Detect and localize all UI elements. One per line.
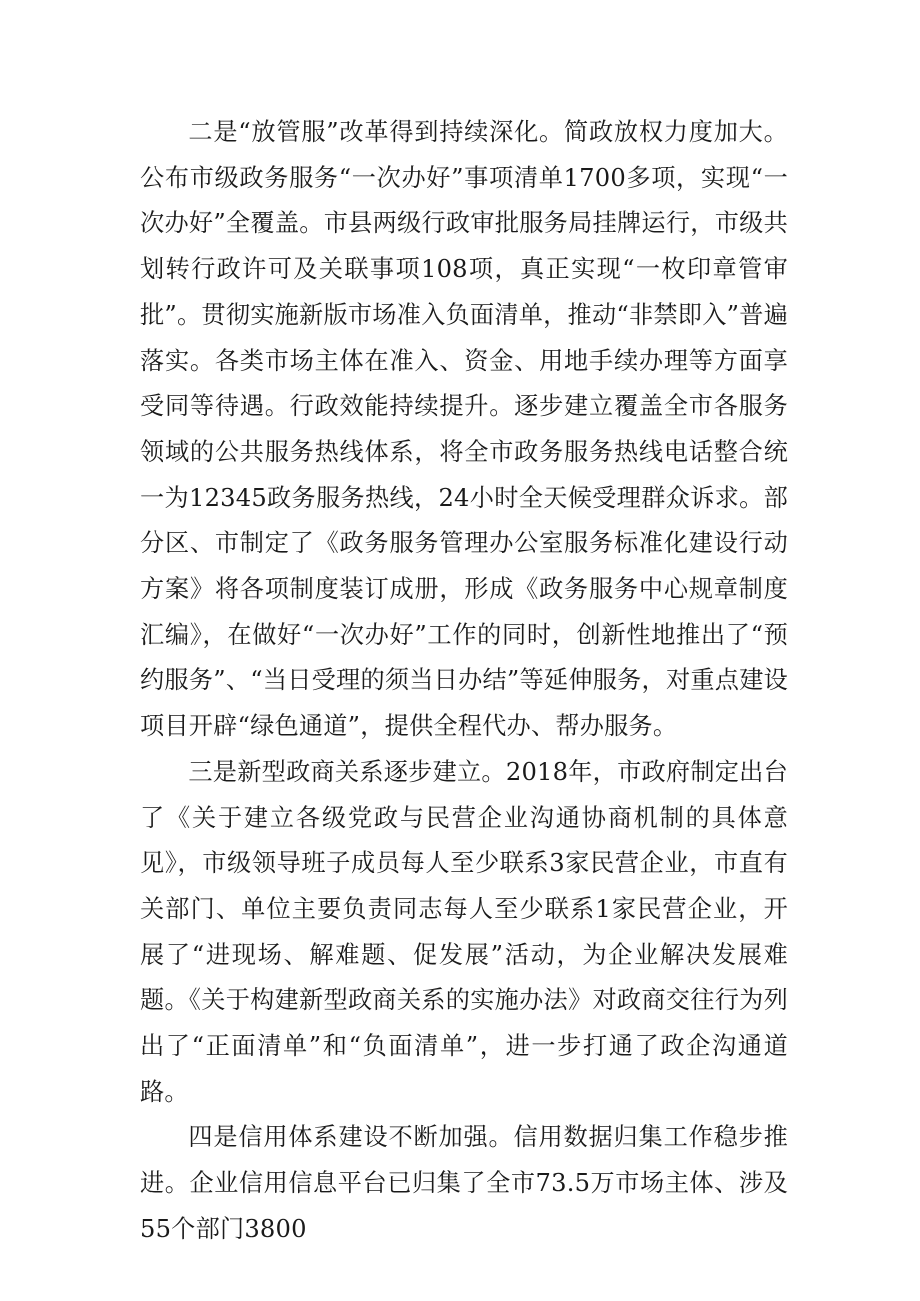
paragraph-fangguanfu-reform: 二是“放管服”改革得到持续深化。简政放权力度加大。公布市级政务服务“一次办好”事项清单1700多项，实现“一次办好”全覆盖。市县两级行政审批服务局挂牌运行，市级共划转行政许可及关联事项108项，真正实现“一枚印章管审批”。贯彻实施新版市场准入负面清单，推动“非禁即入”普遍落实。各类市场主体在准入、资金、用地手续办理等方面享受同等待遇。行政效能持续提升。逐步建立覆盖全市各服务领域的公共服务热线体系，将全市政务服务热线电话整合统一为12345政务服务热线，24小时全天候受理群众诉求。部分区、市制定了《政务服务管理办公室服务标准化建设行动方案》将各项制度装订成册，形成《政务服务中心规章制度汇编》，在做好“一次办好”工作的同时，创新性地推出了“预约服务”、“当日受理的须当日办结”等延伸服务，对重点建设项目开辟“绿色通道”，提供全程代办、帮办服务。 (140, 118, 788, 741)
paragraph-credit-system: 四是信用体系建设不断加强。信用数据归集工作稳步推进。企业信用信息平台已归集了全市73.5万市场主体、涉及55个部门3800 (140, 1123, 788, 1243)
paragraph-government-business-relations: 三是新型政商关系逐步建立。2018年，市政府制定出台了《关于建立各级党政与民营企业沟通协商机制的具体意见》，市级领导班子成员每人至少联系3家民营企业，市直有关部门、单位主要负责同志每人至少联系1家民营企业，开展了“进现场、解难题、促发展”活动，为企业解决发展难题。《关于构建新型政商关系的实施办法》对政商交往行为列出了“正面清单”和“负面清单”，进一步打通了政企沟通道路。 (140, 757, 788, 1106)
